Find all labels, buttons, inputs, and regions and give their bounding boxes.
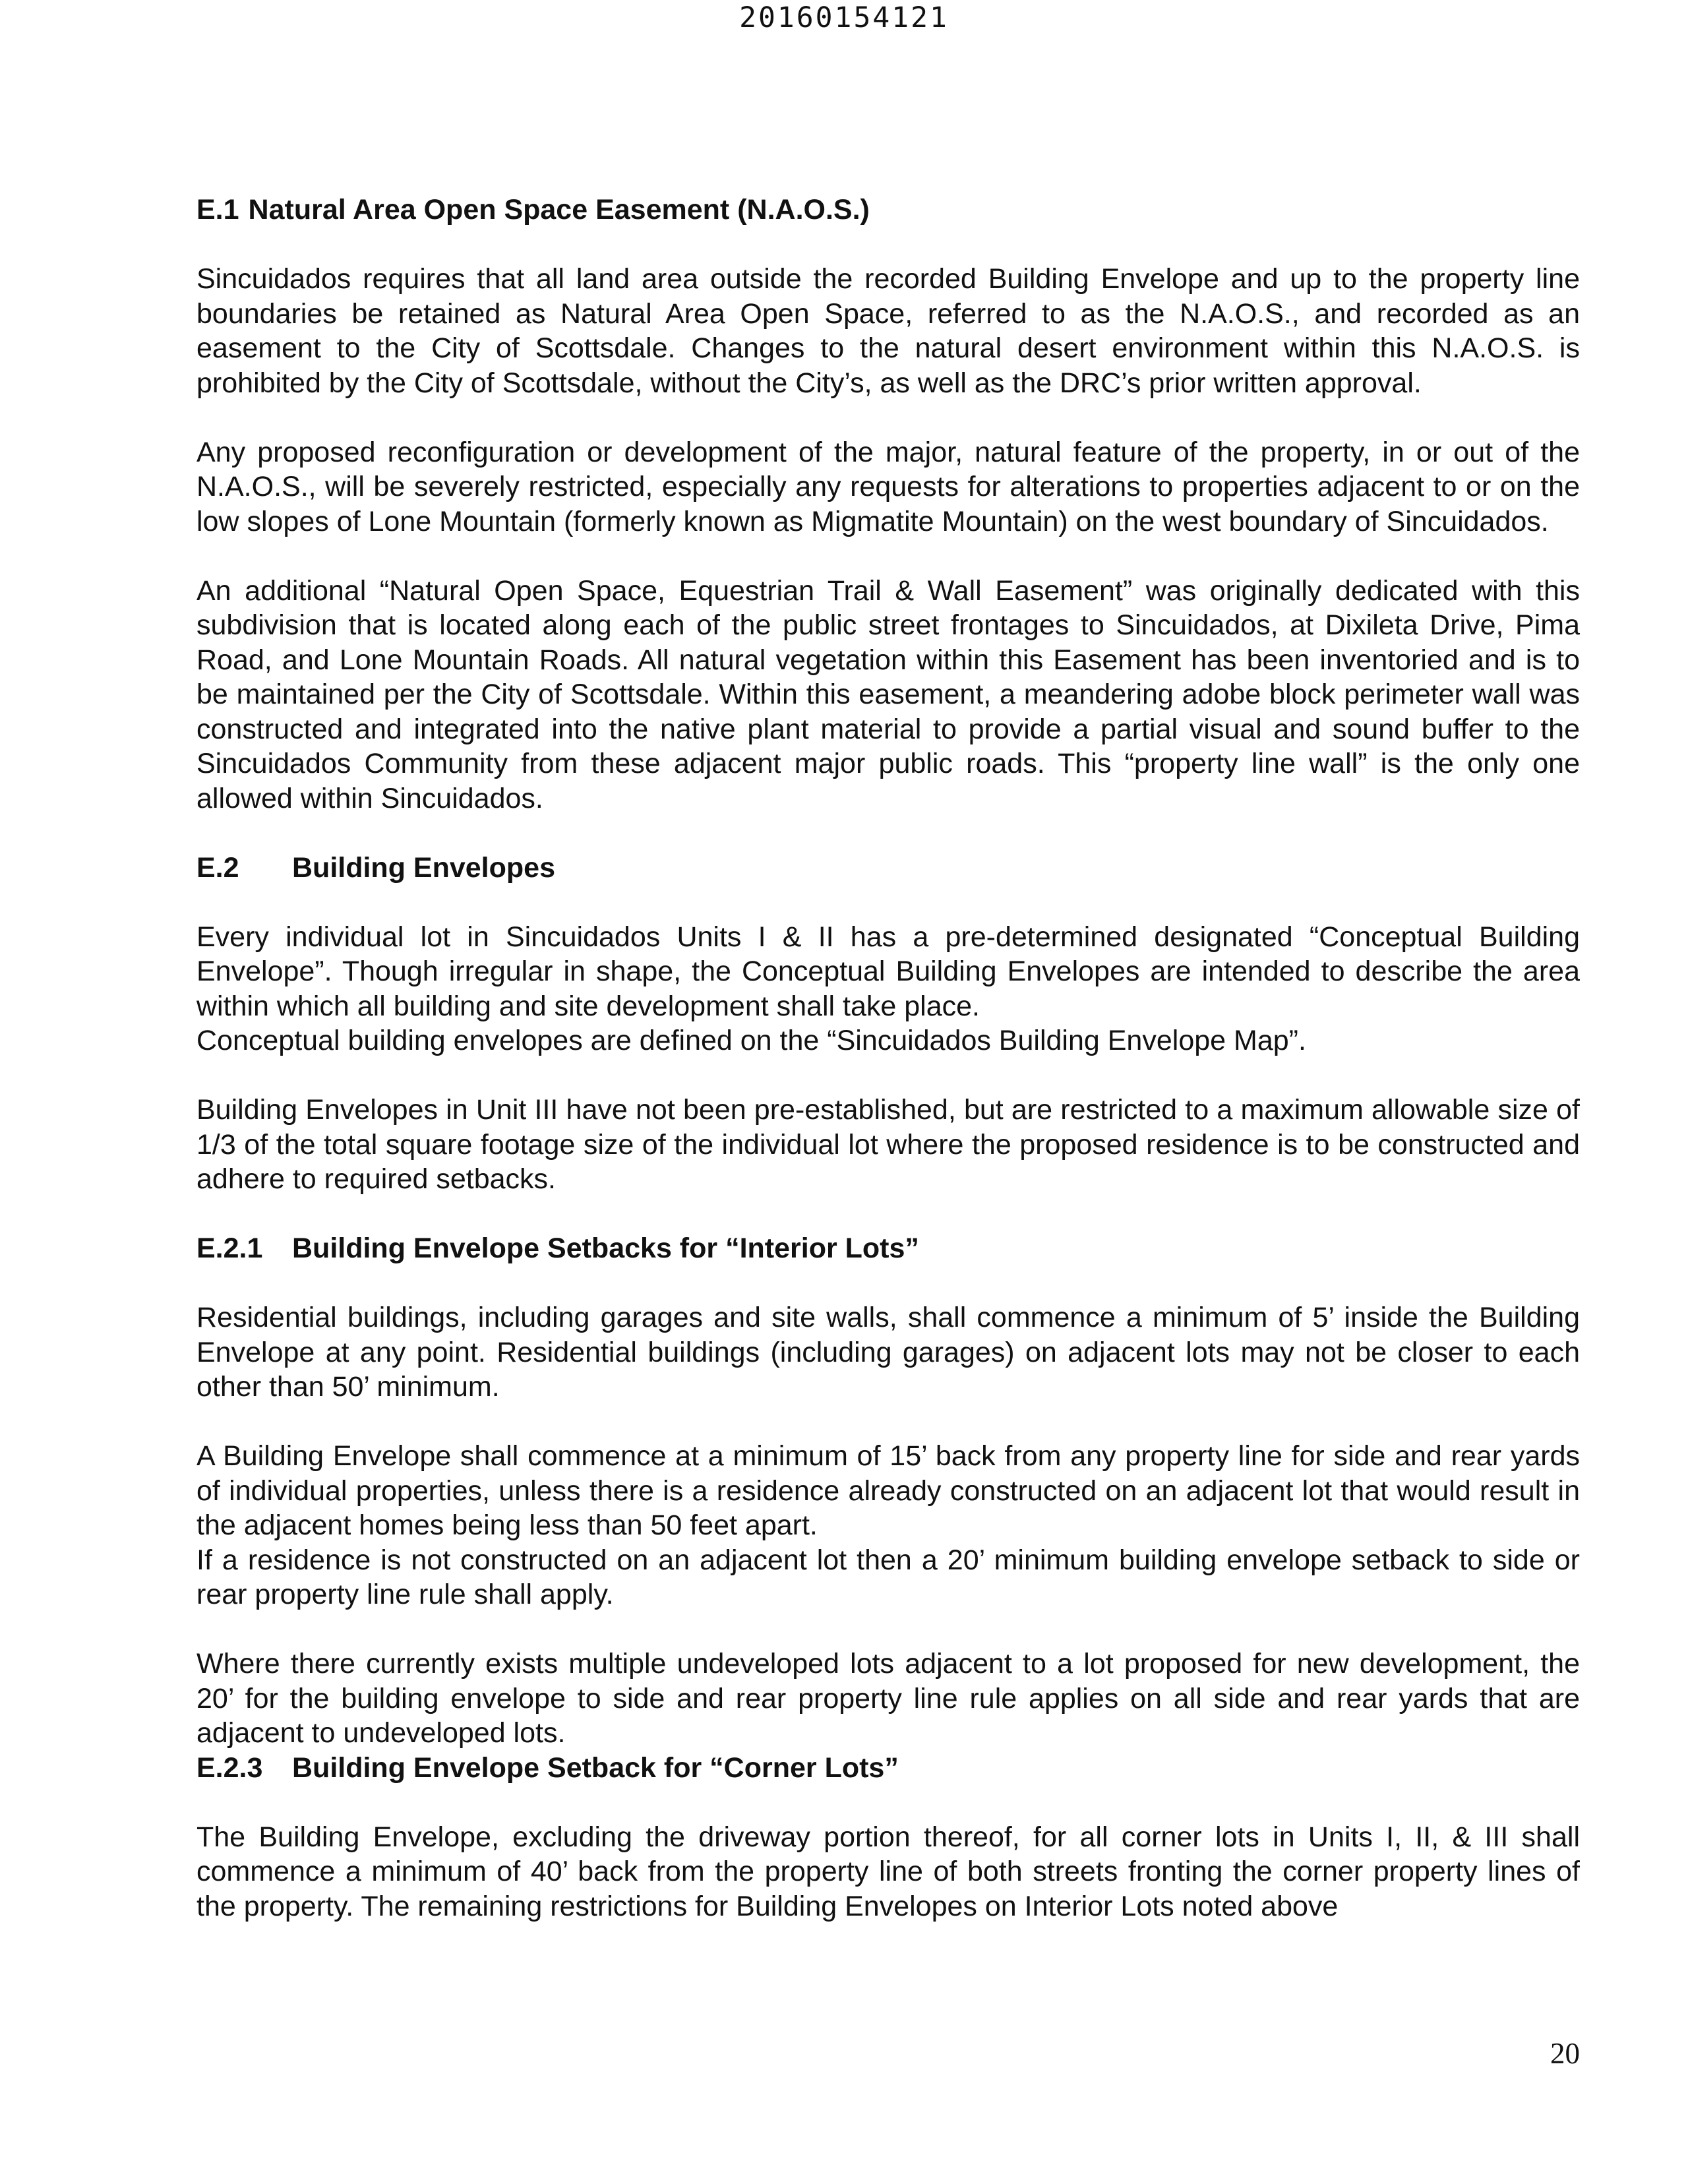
paragraph: Sincuidados requires that all land area outside the recorded Building Envelope and up to the property line boundaries be retained as Natural Area Open Space, referred to as the N.A.O.S., and recorded as an easement to the City of Scottsdale. Changes to the natural desert environment within this N.A.O.S. is prohibited by the City of Scottsdale, without the City’s, as well as the DRC’s prior written approval. xyxy=(196,263,1580,399)
section-number: E.2.3 xyxy=(196,1751,263,1784)
paragraph: Building Envelopes in Unit III have not been pre-established, but are restricted to a maximum allowable size of 1/3 of the total square footage size of the individual lot where the proposed residence is to be constructed and adhere to required setbacks. xyxy=(196,1094,1580,1195)
section-title: Natural Area Open Space Easement (N.A.O.S.) xyxy=(248,194,870,226)
paragraph: Conceptual building envelopes are defined on the “Sincuidados Building Envelope Map”. xyxy=(196,1025,1306,1056)
paragraph: A Building Envelope shall commence at a minimum of 15’ back from any property line for side and rear yards of individual properties, unless there is a residence already constructed on an adjacent lot that would result in the adjacent homes being less than 50 feet apart. xyxy=(196,1440,1580,1541)
section-number: E.1 xyxy=(196,194,239,226)
section-title: Building Envelope Setback for “Corner Lots” xyxy=(292,1751,899,1784)
paragraph: If a residence is not constructed on an adjacent lot then a 20’ minimum building envelope setback to side or rear property line rule shall apply. xyxy=(196,1544,1580,1610)
paragraph: Where there currently exists multiple undeveloped lots adjacent to a lot proposed for new development, the 20’ for the building envelope to side and rear property line rule applies on all side and rear yards that are adjacent to undeveloped lots. xyxy=(196,1648,1580,1749)
section-number: E.2 xyxy=(196,851,239,884)
section-title: Building Envelopes xyxy=(292,851,555,884)
document-body xyxy=(196,193,1580,1924)
paragraph: Every individual lot in Sincuidados Units I & II has a pre-determined designated “Conceptual Building Envelope”. Though irregular in shape, the Conceptual Building Envelopes are intended to describe the area within which all building and site development shall take place. xyxy=(196,921,1580,1022)
section-number: E.2.1 xyxy=(196,1232,263,1264)
paragraph: The Building Envelope, excluding the driveway portion thereof, for all corner lots in Units I, II, & III shall commence a minimum of 40’ back from the property line of both streets fronting the corner property lines of the property. The remaining restrictions for Building Envelopes on Interior Lots noted above xyxy=(196,1821,1580,1922)
paragraph: Residential buildings, including garages and site walls, shall commence a minimum of 5’ inside the Building Envelope at any point. Residential buildings (including garages) on adjacent lots may not be closer to each other than 50’ minimum. xyxy=(196,1302,1580,1403)
section-heading-e2 xyxy=(196,851,1580,886)
section-heading-e1 xyxy=(196,193,1580,228)
section-heading-e23 xyxy=(196,1751,1580,1786)
paragraph: An additional “Natural Open Space, Equestrian Trail & Wall Easement” was originally dedicated with this subdivision that is located along each of the public street frontages to Sincuidados, at Dixileta Drive, Pima Road, and Lone Mountain Roads. All natural vegetation within this Easement has been inventoried and is to be maintained per the City of Scottsdale. Within this easement, a meandering adobe block perimeter wall was constructed and integrated into the native plant material to provide a partial visual and sound buffer to the Sincuidados Community from these adjacent major public roads. This “property line wall” is the only one allowed within Sincuidados. xyxy=(196,574,1580,814)
page-number: 20 xyxy=(1550,2037,1580,2070)
document-number: 20160154121 xyxy=(739,1,949,34)
section-title: Building Envelope Setbacks for “Interior Lots” xyxy=(292,1232,919,1264)
paragraph: Any proposed reconfiguration or development of the major, natural feature of the property, in or out of the N.A.O.S., will be severely restricted, especially any requests for alterations to properties adjacent to or on the low slopes of Lone Mountain (formerly known as Migmatite Mountain) on the west boundary of Sincuidados. xyxy=(196,436,1580,537)
section-heading-e21 xyxy=(196,1231,1580,1266)
